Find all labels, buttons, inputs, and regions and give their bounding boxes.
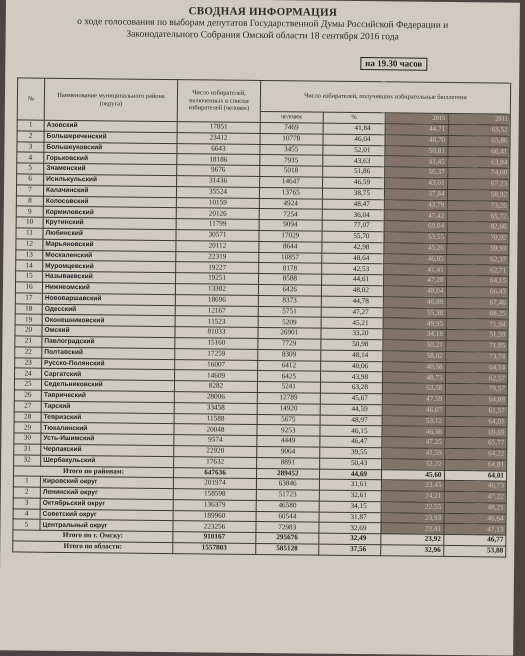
ballots-count: 14920 [257,403,320,414]
turnout-2011: 73,74 [445,351,508,362]
turnout-2011: 64,09 [445,394,508,405]
turnout-percent: 45,21 [321,317,384,328]
voters-count: 16007 [175,359,258,371]
ballots-count: 6425 [258,371,321,382]
turnout-2015: 48,04 [383,286,446,297]
voters-count: 11799 [176,219,259,231]
turnout-percent: 52,01 [322,145,385,156]
turnout-percent: 44,69 [319,469,382,480]
ballots-count: 5675 [257,414,320,425]
turnout-percent: 37,56 [318,544,381,555]
header-count: человек [260,111,323,123]
ballots-count: 295676 [256,533,319,544]
turnout-2015: 43,79 [384,199,447,210]
voters-count: 6643 [177,143,260,155]
voters-count: 18696 [175,294,258,306]
turnout-2011: 71,85 [445,340,508,351]
row-number: 7 [16,185,43,196]
ballots-count: 17029 [259,230,322,241]
district-name: Полтавский [42,347,175,359]
turnout-2011: 73,26 [447,200,510,211]
ballots-count: 9253 [257,425,320,436]
voters-count: 910167 [173,532,256,544]
turnout-2015: 46,89 [383,297,446,308]
turnout-2011: 67,23 [447,178,510,189]
ballots-count: 4924 [259,198,322,209]
district-name: Седельниковский [41,379,174,391]
header-name: Наименование муниципального района (округа) [44,78,177,121]
voters-count: 1557803 [173,543,256,555]
turnout-2011: 64,15 [446,276,509,287]
ballots-count: 7935 [260,155,323,166]
turnout-2011: 68,25 [446,308,509,319]
turnout-2015: 47,28 [384,275,447,286]
district-name: Кормиловский [43,207,176,219]
voters-count: 15160 [175,338,258,350]
turnout-2015: 45,60 [381,469,444,480]
ballots-count: 8178 [259,263,322,274]
turnout-2015: 53,55 [384,232,447,243]
turnout-2015: 47,42 [384,210,447,221]
turnout-2011: 64,22 [444,448,507,459]
turnout-2011: 64,01 [445,416,508,427]
voters-count: 35524 [176,186,259,198]
district-name: Таврический [41,390,174,402]
header-2015: 2015 [385,113,448,125]
turnout-2011: 46,64 [444,513,507,524]
turnout-2015: 46,05 [384,253,447,264]
turnout-percent: 43,98 [320,371,383,382]
row-number: 14 [16,260,43,271]
voters-count: 14609 [175,370,258,382]
turnout-2015: 52,22 [382,458,445,469]
ballots-count: 72983 [256,522,319,533]
turnout-2011: 46,73 [444,481,507,492]
turnout-2015: 49,95 [383,318,446,329]
row-number: 8 [16,196,43,207]
district-name: Крутинский [43,217,176,229]
turnout-2011: 51,59 [445,330,508,341]
row-number: 31 [14,444,41,455]
turnout-2015: 24,21 [381,491,444,502]
turnout-percent: 44,78 [321,296,384,307]
time-badge: на 19.30 часов [360,57,427,71]
document-title: СВОДНАЯ ИНФОРМАЦИЯ [188,5,338,19]
row-number: 26 [14,390,41,401]
district-name: Большеуковский [44,142,177,154]
turnout-2015: 69,04 [384,221,447,232]
voters-count: 158598 [173,489,256,501]
turnout-2011: 64,01 [444,470,507,481]
district-name: Колосовский [43,196,176,208]
total-label: Итого по районам: [13,465,173,477]
district-name: Знаменский [44,163,177,175]
voters-count: 12167 [175,305,258,317]
voters-count: 189960 [173,510,256,522]
district-name: Нововаршавский [42,293,175,305]
district-name: Октябрьский округ [40,498,173,510]
turnout-percent: 46,59 [322,177,385,188]
turnout-2011: 47,22 [444,492,507,503]
voters-count: 10159 [176,197,259,209]
ballots-count: 7729 [258,338,321,349]
district-name: Павлоградский [42,336,175,348]
turnout-percent: 32,49 [318,533,381,544]
district-name: Шербакульский [41,455,174,467]
row-number: 27 [14,401,41,412]
turnout-2011: 71,94 [446,319,509,330]
district-name: Горьковский [44,153,177,165]
district-name: Ленинский округ [40,487,173,499]
voters-count: 20112 [176,240,259,252]
turnout-2011: 74,00 [447,168,510,179]
turnout-2011: 82,66 [447,222,510,233]
turnout-2011: 65,77 [444,438,507,449]
row-number: 16 [15,282,42,293]
row-number: 24 [15,368,42,379]
district-name: Центральный округ [40,520,173,532]
turnout-percent: 44,59 [320,404,383,415]
row-number: 17 [15,293,42,304]
district-name: Калачинский [43,185,176,197]
turnout-percent: 36,04 [322,210,385,221]
ballots-count: 10857 [259,252,322,263]
ballots-count: 9094 [259,220,322,231]
turnout-2011: 63,84 [447,157,510,168]
total-label: Итого по области: [13,541,173,553]
district-name: Кировский округ [40,476,173,488]
total-label: Итого по г. Омску: [13,530,173,542]
turnout-percent: 40,06 [320,361,383,372]
district-name: Одесский [42,304,175,316]
turnout-percent: 51,86 [322,166,385,177]
turnout-2015: 41,41 [384,264,447,275]
ballots-count: 51723 [256,490,319,501]
ballots-count: 14647 [260,176,323,187]
row-number: 23 [15,357,42,368]
turnout-2015: 50,21 [383,340,446,351]
turnout-2011: 67,46 [446,297,509,308]
district-name: Любинский [43,228,176,240]
district-name: Черлакский [41,444,174,456]
ballots-count: 289452 [256,468,319,479]
document-subtitle-line2: Законодательного Собрания Омской области 18 сентября 2016 года [126,29,399,43]
turnout-2011: 65,86 [447,135,510,146]
turnout-2011: 62,37 [446,254,509,265]
turnout-2011: 65,72 [447,211,510,222]
voters-count: 22920 [174,445,257,457]
turnout-percent: 31,87 [319,512,382,523]
document-subtitle-line1: о ходе голосования по выборам депутатов Государственной Думы Российской Федерации и [77,17,449,31]
turnout-percent: 32,69 [318,523,381,534]
ballots-count: 3455 [260,144,323,155]
row-number: 18 [15,303,42,314]
district-name: Омский [42,325,175,337]
ballots-count: 5209 [258,317,321,328]
turnout-percent: 48,02 [321,285,384,296]
voters-count: 647636 [173,467,256,479]
turnout-2015: 58,02 [383,351,446,362]
row-number: 6 [17,174,44,185]
turnout-2011: 58,92 [447,189,510,200]
row-number: 2 [17,131,44,142]
row-number: 25 [14,379,41,390]
turnout-percent: 55,70 [321,231,384,242]
turnout-2015: 40,58 [383,361,446,372]
turnout-2015: 63,58 [382,383,445,394]
row-number: 12 [16,239,43,250]
turnout-2015: 47,59 [382,394,445,405]
table-body [13,120,510,557]
turnout-2011: 66,43 [446,286,509,297]
turnout-percent: 39,55 [319,447,382,458]
ballots-count: 6412 [258,360,321,371]
row-number: 4 [17,152,44,163]
ballots-count: 6426 [258,284,321,295]
voters-count: 8282 [174,381,257,393]
voters-count: 17851 [177,122,260,134]
row-number: 21 [15,336,42,347]
voters-count: 19251 [176,273,259,285]
row-number: 5 [17,163,44,174]
turnout-percent: 50,98 [320,339,383,350]
turnout-2015: 23,41 [381,523,444,534]
ballots-count: 8588 [259,274,322,285]
turnout-2011: 46,77 [443,535,506,546]
turnout-percent: 47,27 [321,307,384,318]
turnout-percent: 41,84 [323,123,386,134]
row-number: 11 [16,228,43,239]
turnout-2015: 48,70 [385,135,448,146]
turnout-percent: 46,47 [319,436,382,447]
voters-count: 30571 [176,230,259,242]
voters-count: 13382 [175,284,258,296]
turnout-2015: 50,81 [385,145,448,156]
turnout-2015: 55,38 [383,307,446,318]
turnout-2011: 48,21 [444,502,507,513]
ballots-count: 8644 [259,241,322,252]
turnout-2015: 47,25 [382,437,445,448]
ballots-count: 9064 [257,446,320,457]
district-name: Оконешниковский [42,315,175,327]
turnout-2015: 46,07 [382,404,445,415]
district-name: Тюкалинский [41,423,174,435]
row-number: 3 [13,498,40,509]
turnout-2011: 64,81 [444,459,507,470]
ballots-count: 63846 [256,479,319,490]
voters-count: 11523 [175,316,258,328]
ballots-count: 8309 [258,349,321,360]
header-voters: Число избирателей, включенных в списки избирателей (человек) [177,80,260,123]
turnout-percent: 42,53 [321,263,384,274]
row-number: 2 [13,487,40,498]
row-number: 5 [13,519,40,530]
turnout-2011: 66,41 [447,146,510,157]
turnout-2015: 44,71 [385,124,448,135]
voters-count: 9574 [174,435,257,447]
turnout-percent: 46,04 [322,134,385,145]
row-number: 29 [14,422,41,433]
turnout-2011: 47,13 [443,524,506,535]
turnout-2015: 48,73 [382,372,445,383]
turnout-2011: 59,93 [446,243,509,254]
turnout-percent: 38,75 [322,188,385,199]
turnout-percent: 63,28 [320,382,383,393]
row-number: 30 [14,433,41,444]
district-name: Москаленский [43,250,176,262]
turnout-percent: 42,98 [321,242,384,253]
voters-count: 201974 [173,478,256,490]
ballots-count: 7254 [259,209,322,220]
turnout-2011: 69,69 [444,427,507,438]
row-number: 28 [14,411,41,422]
district-name: Тарский [41,401,174,413]
voters-count: 31436 [177,176,260,188]
voters-count: 20048 [174,424,257,436]
turnout-2015: 32,96 [381,545,444,556]
turnout-2011: 62,71 [446,265,509,276]
district-name: Азовский [44,120,177,132]
turnout-2015: 37,84 [384,189,447,200]
row-number: 4 [13,509,40,520]
turnout-percent: 46,15 [319,425,382,436]
row-number: 1 [17,120,44,131]
row-number: 22 [15,347,42,358]
voters-count: 33458 [174,402,257,414]
turnout-percent: 45,67 [320,393,383,404]
row-number: 20 [15,325,42,336]
voters-count: 9676 [177,165,260,177]
turnout-2015: 23,93 [381,512,444,523]
turnout-2015: 53,12 [382,415,445,426]
ballots-count: 46580 [256,500,319,511]
turnout-table [12,77,511,557]
voters-count: 22319 [176,251,259,263]
turnout-percent: 48,97 [320,415,383,426]
district-name: Называевский [43,271,176,283]
row-number: 19 [15,314,42,325]
voters-count: 136379 [173,499,256,511]
ballots-count: 13765 [259,187,322,198]
turnout-2011: 62,57 [445,373,508,384]
ballots-count: 585128 [256,544,319,555]
turnout-2015: 34,18 [383,329,446,340]
row-number: 1 [13,476,40,487]
ballots-count: 8891 [257,457,320,468]
turnout-2011: 64,14 [445,362,508,373]
district-name: Марьяновский [43,239,176,251]
ballots-count: 5751 [258,306,321,317]
turnout-percent: 48,14 [320,350,383,361]
turnout-2011: 53,88 [443,545,506,556]
voters-count: 20126 [176,208,259,220]
district-name: Саргатский [42,369,175,381]
turnout-2015: 23,92 [381,534,444,545]
turnout-2015: 43,01 [385,178,448,189]
title-block [6,3,520,44]
voters-count: 28006 [174,392,257,404]
turnout-2015: 22,55 [381,502,444,513]
header-num: № [17,78,44,120]
district-name: Нижнеомский [42,282,175,294]
voters-count: 23412 [177,132,260,144]
district-name: Исилькульский [44,174,177,186]
row-number: 10 [16,217,43,228]
voters-count: 18186 [177,154,260,166]
row-number: 32 [14,455,41,466]
ballots-count: 4449 [257,436,320,447]
district-name: Советский округ [40,509,173,521]
turnout-percent: 77,07 [322,220,385,231]
turnout-2011: 79,57 [445,384,508,395]
turnout-2015: 41,45 [385,156,448,167]
voters-count: 17259 [175,348,258,360]
district-name: Муромцевский [43,261,176,273]
voters-count: 11588 [174,413,257,425]
turnout-percent: 33,20 [320,328,383,339]
ballots-count: 5241 [257,382,320,393]
district-name: Усть-Ишимский [41,433,174,445]
turnout-2015: 41,59 [382,448,445,459]
turnout-2011: 63,52 [448,124,511,135]
ballots-count: 26901 [258,328,321,339]
voters-count: 81033 [175,327,258,339]
row-number: 9 [16,206,43,217]
turnout-percent: 50,43 [319,458,382,469]
turnout-percent: 43,63 [322,156,385,167]
district-name: Русско-Полянский [42,358,175,370]
voters-count: 223256 [173,521,256,533]
turnout-percent: 31,61 [319,479,382,490]
turnout-2015: 50,37 [385,167,448,178]
row-number: 13 [16,249,43,260]
turnout-2011: 61,57 [445,405,508,416]
turnout-percent: 44,61 [321,274,384,285]
turnout-2015: 23,45 [381,480,444,491]
header-2011: 2011 [448,113,511,125]
header-pct: % [323,112,386,124]
turnout-percent: 32,61 [319,490,382,501]
ballots-count: 5018 [260,166,323,177]
turnout-2015: 45,26 [384,243,447,254]
ballots-count: 10778 [260,133,323,144]
district-name: Тевризский [41,412,174,424]
district-name: Большереченский [44,131,177,143]
row-number: 15 [16,271,43,282]
ballots-count: 60544 [256,511,319,522]
header-ballots: Число избирателей, получивших избирательные бюллетени [260,80,510,114]
ballots-count: 7469 [260,122,323,133]
voters-count: 19227 [176,262,259,274]
ballots-count: 12789 [257,392,320,403]
voters-count: 17632 [174,456,257,468]
turnout-2011: 70,92 [446,232,509,243]
turnout-percent: 48,64 [321,253,384,264]
row-number: 3 [17,142,44,153]
table-header-row [17,78,510,114]
turnout-2015: 46,36 [382,426,445,437]
turnout-percent: 34,15 [319,501,382,512]
ballots-count: 8373 [258,295,321,306]
turnout-percent: 48,47 [322,199,385,210]
